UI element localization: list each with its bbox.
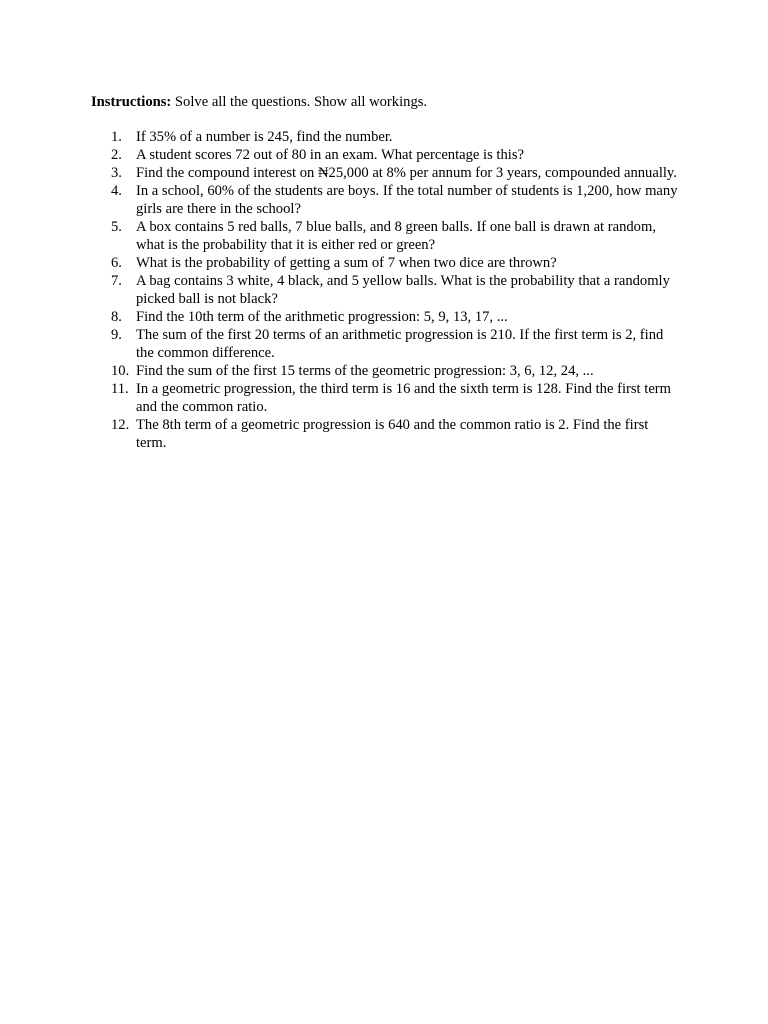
instructions-label: Instructions: bbox=[91, 94, 172, 110]
question-text: Find the compound interest on ₦25,000 at 8% per annum for 3 years, compounded annually. bbox=[136, 165, 677, 181]
question-text: Find the sum of the first 15 terms of the geometric progression: 3, 6, 12, 24, ... bbox=[136, 363, 594, 379]
question-text: The sum of the first 20 terms of an arithmetic progression is 210. If the first term is 2, find the common difference. bbox=[136, 327, 664, 361]
question-text: In a geometric progression, the third term is 16 and the sixth term is 128. Find the first term and the common ratio. bbox=[136, 381, 672, 415]
question-item bbox=[91, 416, 681, 452]
question-text: If 35% of a number is 245, find the number. bbox=[136, 129, 393, 145]
question-text: Find the 10th term of the arithmetic progression: 5, 9, 13, 17, ... bbox=[136, 309, 508, 325]
document-body bbox=[91, 93, 681, 452]
question-item bbox=[91, 380, 681, 416]
question-text: In a school, 60% of the students are boys. If the total number of students is 1,200, how many girls are there in the school? bbox=[136, 183, 678, 217]
instructions-text: Solve all the questions. Show all workings. bbox=[171, 94, 428, 110]
question-item bbox=[91, 218, 681, 254]
question-item bbox=[91, 308, 681, 326]
question-number: 12. bbox=[111, 417, 130, 433]
question-item bbox=[91, 326, 681, 362]
question-number: 2. bbox=[111, 147, 122, 163]
question-number: 4. bbox=[111, 183, 122, 199]
question-item bbox=[91, 362, 681, 380]
question-text: What is the probability of getting a sum of 7 when two dice are thrown? bbox=[136, 255, 557, 271]
question-item bbox=[91, 254, 681, 272]
instructions-paragraph bbox=[91, 93, 681, 111]
question-item bbox=[91, 164, 681, 182]
question-text: A bag contains 3 white, 4 black, and 5 yellow balls. What is the probability that a randomly picked ball is not black? bbox=[136, 273, 670, 307]
question-item bbox=[91, 146, 681, 164]
question-number: 8. bbox=[111, 309, 122, 325]
question-number: 7. bbox=[111, 273, 122, 289]
question-number: 3. bbox=[111, 165, 122, 181]
question-item bbox=[91, 128, 681, 146]
question-list bbox=[91, 128, 681, 452]
question-number: 9. bbox=[111, 327, 122, 343]
question-text: A box contains 5 red balls, 7 blue balls, and 8 green balls. If one ball is drawn at random, what is the probability that it is either red or green? bbox=[136, 219, 656, 253]
question-number: 10. bbox=[111, 363, 130, 379]
question-number: 1. bbox=[111, 129, 122, 145]
question-number: 5. bbox=[111, 219, 122, 235]
question-text: The 8th term of a geometric progression is 640 and the common ratio is 2. Find the first term. bbox=[136, 417, 649, 451]
question-number: 11. bbox=[111, 381, 129, 397]
question-text: A student scores 72 out of 80 in an exam. What percentage is this? bbox=[136, 147, 524, 163]
question-item bbox=[91, 272, 681, 308]
question-number: 6. bbox=[111, 255, 122, 271]
question-item bbox=[91, 182, 681, 218]
